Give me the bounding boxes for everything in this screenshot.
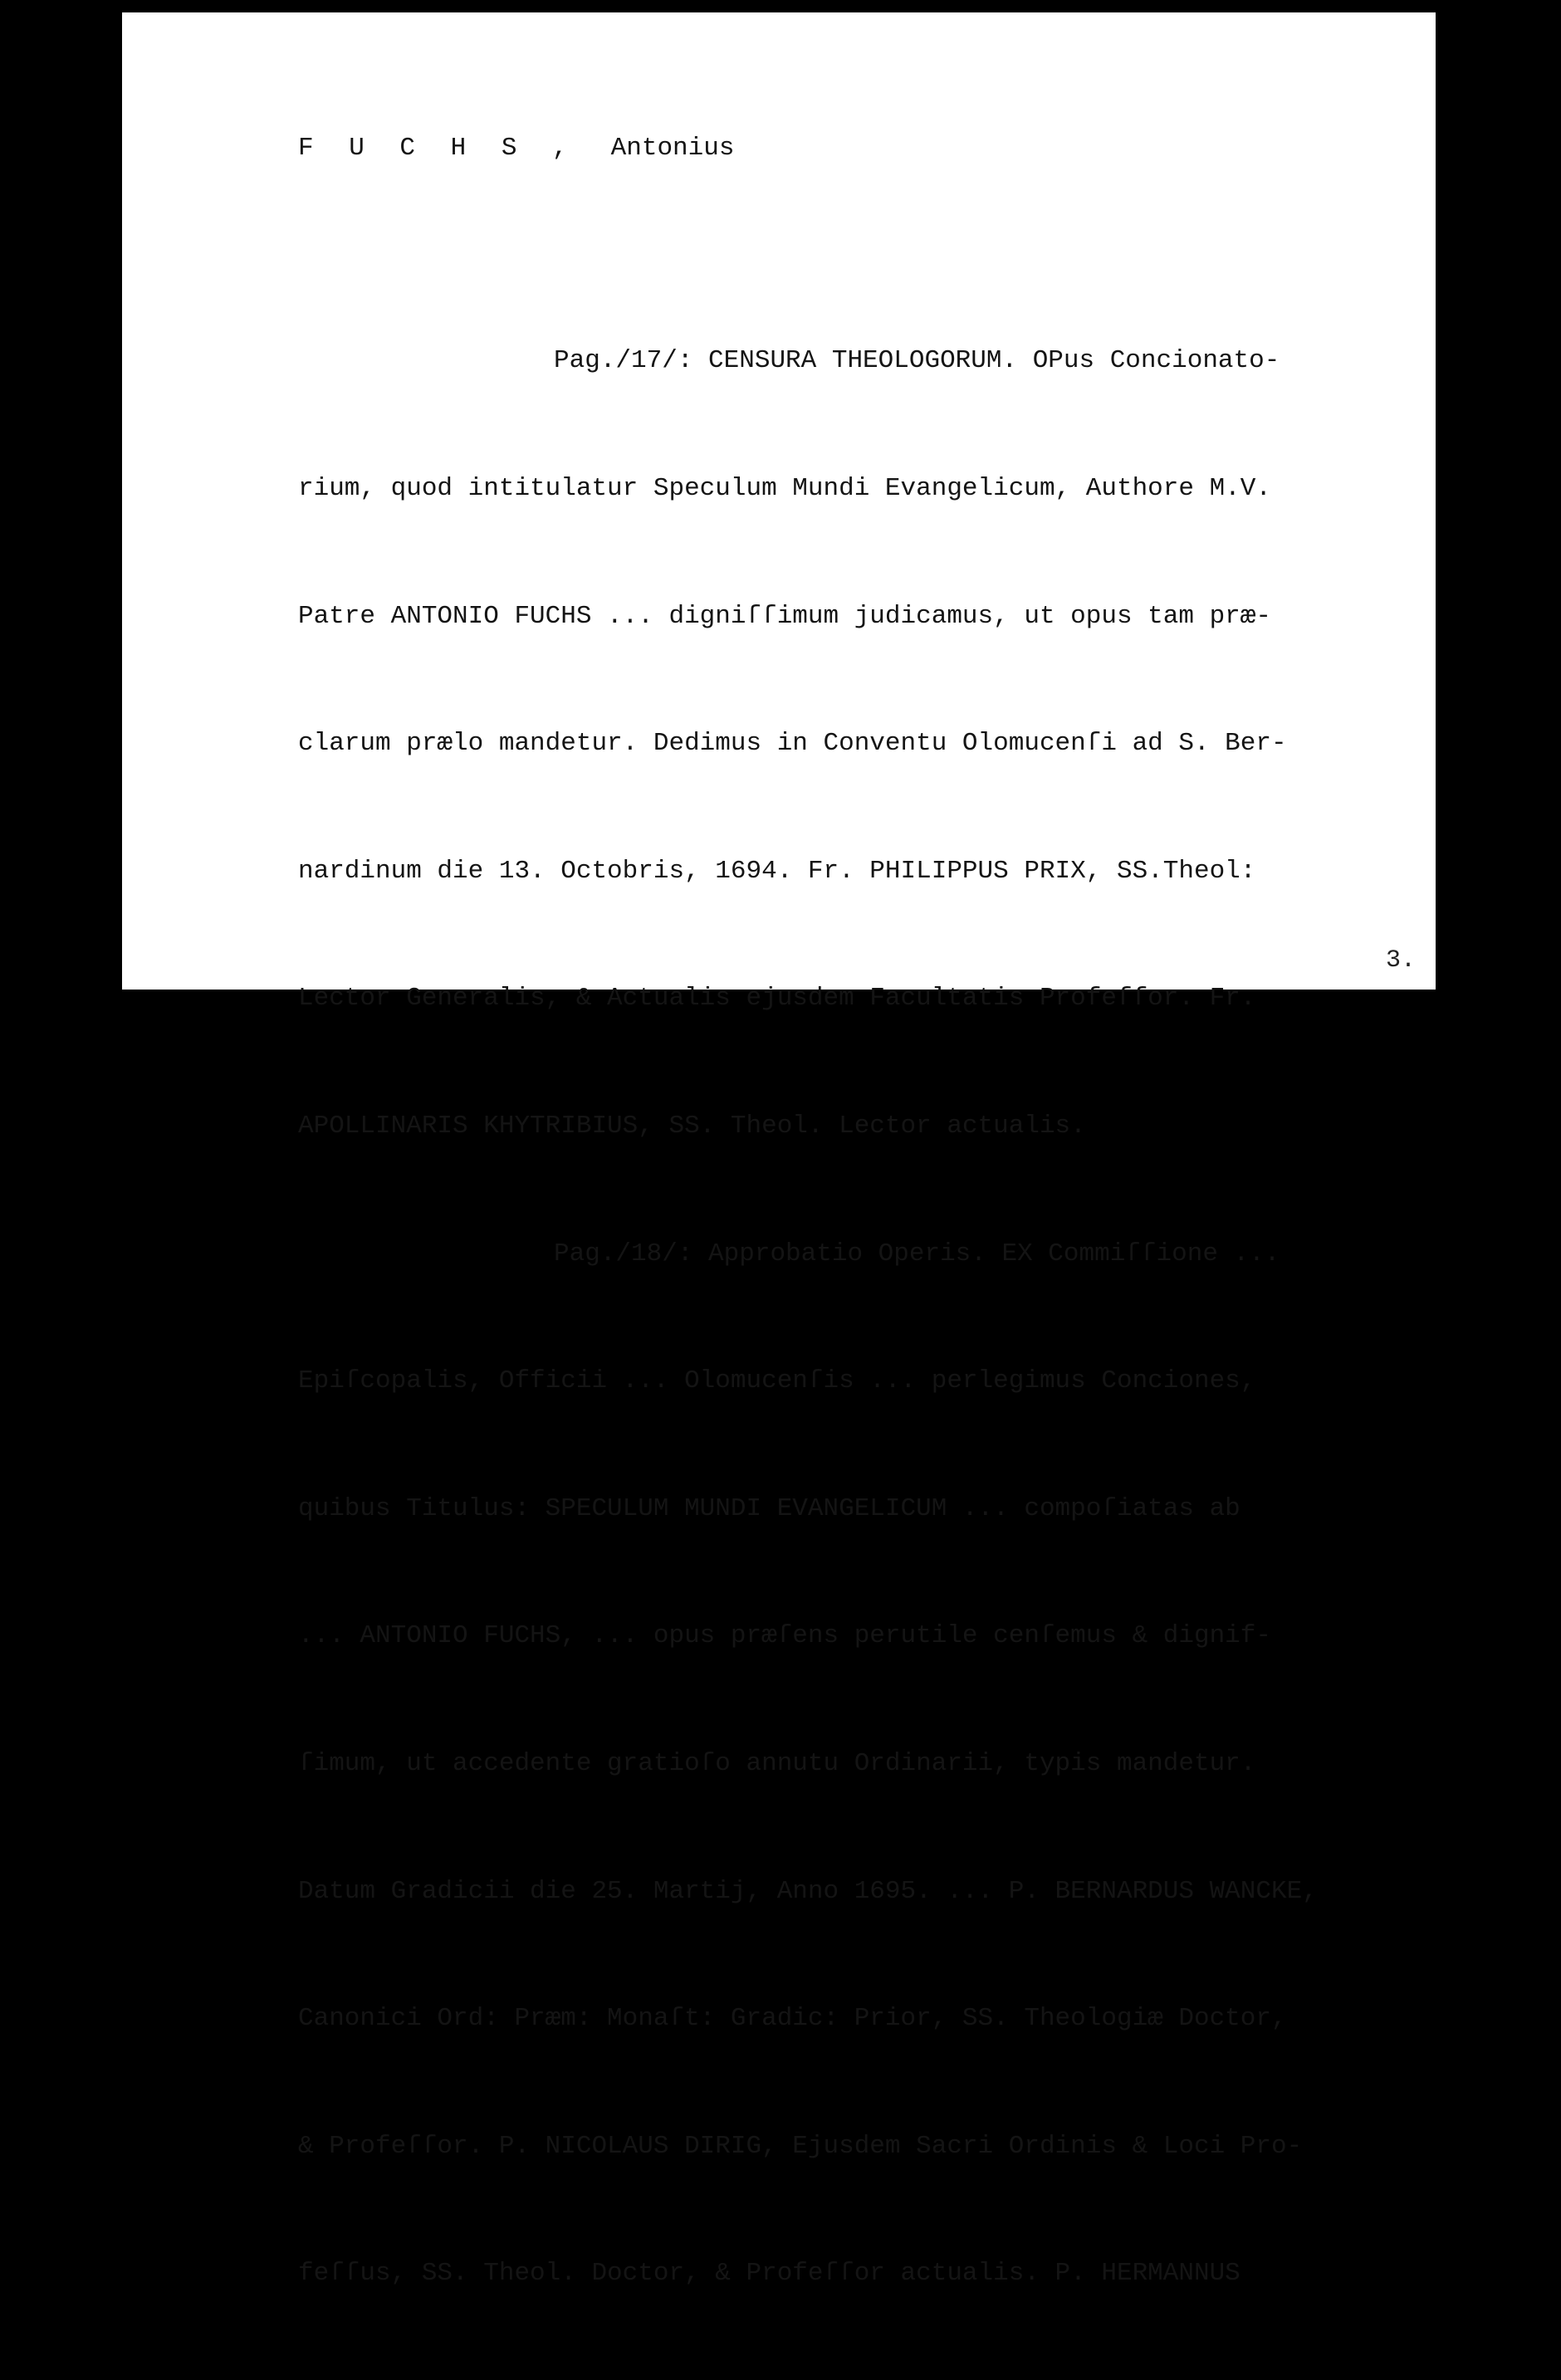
entry-text [298, 255, 1318, 2380]
text-line: APOLLINARIS KHYTRIBIUS, SS. Theol. Lector actualis. [298, 1111, 1086, 1141]
text-line: rium, quod intitulatur Speculum Mundi Evangelicum, Authore M.V. [298, 474, 1271, 503]
text-line: ſimum, ut accedente gratioſo annutu Ordinarii, typis mandetur. [298, 1748, 1256, 1778]
text-line: feſſus, SS. Theol. Doctor, & Profeſſor actualis. P. HERMANNUS [298, 2259, 1240, 2289]
given-name: Antonius [610, 134, 735, 163]
entry-heading [298, 134, 734, 163]
text-line: Canonici Ord: Præm: Monaſt: Gradic: Prior, SS. Theologiæ Doctor, [298, 2004, 1287, 2034]
surname: F U C H S , [298, 134, 578, 163]
text-line: Datum Gradicii die 25. Martij, Anno 1695. ... P. BERNARDUS WANCKE, [298, 1876, 1318, 1906]
text-line: Pag./18/: Approbatio Operis. EX Commiſſione ... [554, 1239, 1280, 1268]
text-line: clarum prælo mandetur. Dedimus in Conventu Olomucenſi ad S. Ber- [298, 729, 1287, 759]
text-line: Pag./17/: CENSURA THEOLOGORUM. OPus Concionato- [554, 346, 1280, 376]
text-line: Epiſcopalis, Officii ... Olomucenſis ... perlegimus Conciones, [298, 1366, 1256, 1396]
text-line: ... ANTONIO FUCHS, ... opus præſens perutile cenſemus & dignif- [298, 1621, 1271, 1651]
text-line: quibus Titulus: SPECULUM MUNDI EVANGELICUM ... compoſiatas ab [298, 1493, 1240, 1523]
text-line: Patre ANTONIO FUCHS ... digniſſimum judicamus, ut opus tam præ- [298, 601, 1271, 631]
text-line: & Profeſſor. P. NICOLAUS DIRIG, Ejusdem Sacri Ordinis & Loci Pro- [298, 2131, 1303, 2161]
card-paper [122, 12, 1436, 2289]
text-line: Lector Generalis, & Actualis ejusdem Facultatis Profeſſor. Fr. [298, 984, 1256, 1014]
page-number: 3. [1385, 946, 1416, 975]
text-line: nardinum die 13. Octobris, 1694. Fr. PHILIPPUS PRIX, SS.Theol: [298, 856, 1256, 886]
